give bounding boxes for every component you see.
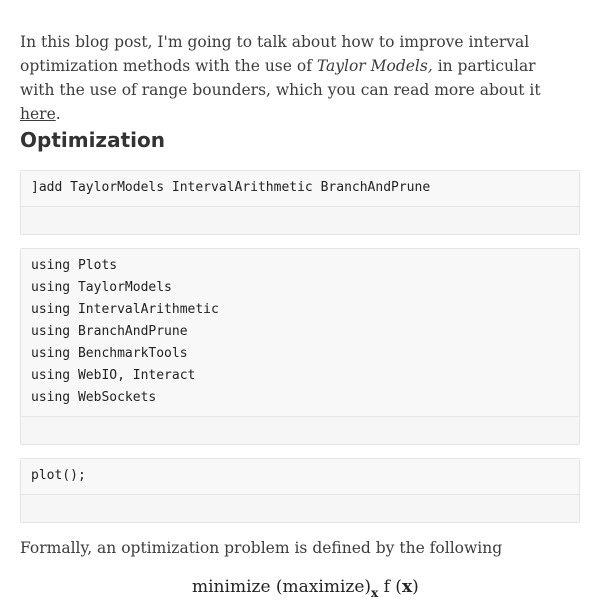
- formula-variable: x: [401, 577, 413, 597]
- code-cell-plot[interactable]: [20, 458, 580, 523]
- formula-main: minimize (maximize): [192, 577, 372, 597]
- intro-paragraph: [20, 30, 565, 126]
- intro-period: .: [55, 105, 61, 123]
- intro-text-end: in particular with the use of range bounders, which you can read more about it: [20, 57, 541, 99]
- formula-close: ): [412, 577, 419, 597]
- code-cell-input[interactable]: ]add TaylorModels IntervalArithmetic BranchAndPrune: [21, 171, 579, 206]
- code-cell-output: [21, 206, 579, 234]
- code-cell-output: [21, 416, 579, 444]
- section-heading-optimization: Optimization: [20, 128, 165, 152]
- code-cell-add-packages[interactable]: [20, 170, 580, 235]
- code-cell-output: [21, 494, 579, 522]
- intro-italic-taylor-models: Taylor Models,: [316, 57, 433, 75]
- code-cell-using-packages[interactable]: [20, 248, 580, 445]
- formal-definition-paragraph: Formally, an optimization problem is defined by the following: [20, 539, 503, 557]
- formula-function: f (: [378, 577, 402, 597]
- code-cell-input[interactable]: plot();: [21, 459, 579, 494]
- formula-subscript: x: [371, 586, 379, 600]
- here-link[interactable]: here: [20, 105, 56, 123]
- intro-text-start: In this blog post, I'm going to talk about how to improve interval optimization methods with the use of: [20, 33, 530, 75]
- optimization-formula: [192, 574, 419, 600]
- code-cell-input[interactable]: using Plots using TaylorModels using IntervalArithmetic using BranchAndPrune using BenchmarkTools using WebIO, Interact using WebSockets: [21, 249, 579, 416]
